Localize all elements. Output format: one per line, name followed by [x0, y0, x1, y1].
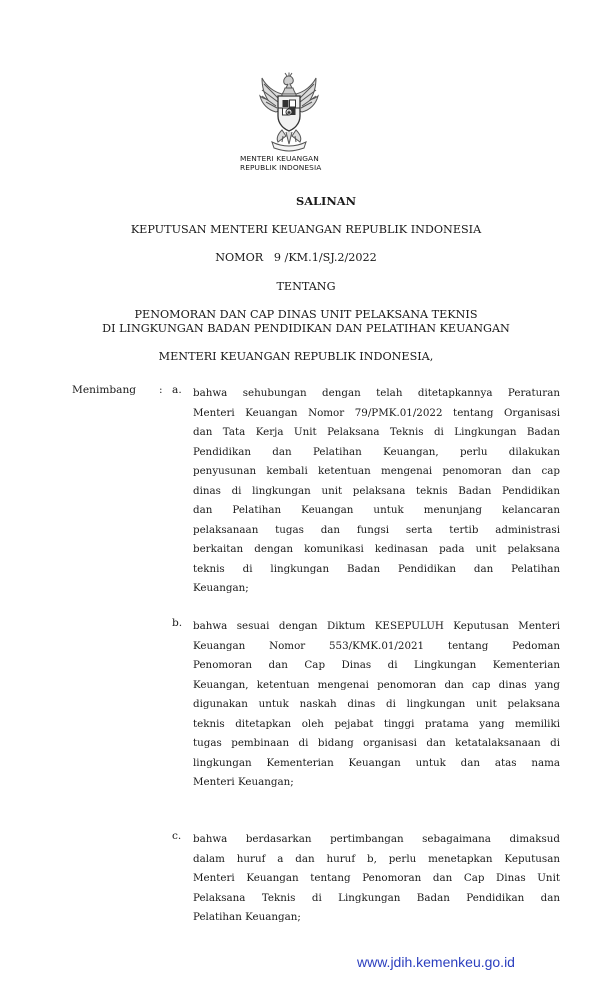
menimbang-colon: :	[159, 384, 163, 396]
item-letter: c.	[172, 830, 182, 842]
text-line: penyusunan kembali ketentuan mengenai penomoran dan cap	[193, 465, 560, 477]
tentang-label: TENTANG	[276, 280, 336, 293]
text-line: Pendidikan dan Pelatihan Keuangan, perlu dilakukan	[193, 445, 560, 458]
document-number: NOMOR 9 /KM.1/SJ.2/2022	[215, 251, 377, 264]
seal-caption-line2: REPUBLIK INDONESIA	[240, 163, 322, 172]
text-line: Menteri Keuangan tentang Penomoran dan Cap Dinas Unit	[193, 872, 560, 884]
text-line: berkaitan dengan komunikasi kedinasan pada unit pelaksana	[193, 543, 560, 555]
item-letter: a.	[172, 384, 182, 396]
text-line: dan Tata Kerja Unit Pelaksana Teknis di Lingkungan Badan	[193, 426, 560, 438]
subject-line-2: DI LINGKUNGAN BADAN PENDIDIKAN DAN PELATIHAN KEUANGAN	[102, 322, 510, 335]
text-line: Menteri Keuangan Nomor 79/PMK.01/2022 tentang Organisasi	[193, 406, 560, 419]
text-line: bahwa sesuai dengan Diktum KESEPULUH Keputusan Menteri	[193, 620, 560, 632]
text-line: Penomoran dan Cap Dinas di Lingkungan Kementerian	[193, 659, 560, 671]
text-line: dinas di lingkungan unit pelaksana teknis Badan Pendidikan	[193, 484, 560, 497]
text-line: teknis di lingkungan Badan Pendidikan dan Pelatihan	[193, 562, 560, 575]
text-line: Pelaksana Teknis di Lingkungan Badan Pendidikan dan	[193, 891, 560, 904]
text-line: bahwa berdasarkan pertimbangan sebagaimana dimaksud	[193, 833, 560, 845]
text-line: digunakan untuk naskah dinas di lingkungan unit pelaksana	[193, 698, 560, 710]
footer-url-link[interactable]: www.jdih.kemenkeu.go.id	[357, 954, 515, 970]
text-line: lingkungan Kementerian Keuangan untuk dan atas nama	[193, 756, 560, 769]
text-line: tugas pembinaan di bidang organisasi dan ketatalaksanaan di	[193, 737, 560, 749]
item-text	[193, 617, 560, 793]
text-line: Pelatihan Keuangan;	[193, 911, 301, 923]
seal-caption-line1: MENTERI KEUANGAN	[240, 154, 319, 163]
item-text	[193, 384, 560, 599]
text-line: Keuangan Nomor 553/KMK.01/2021 tentang Pedoman	[193, 639, 560, 652]
text-line: teknis ditetapkan oleh pejabat tinggi pratama yang memiliki	[193, 717, 560, 730]
item-text	[193, 830, 560, 928]
text-line: Keuangan, ketentuan mengenai penomoran dan cap dinas yang	[193, 678, 560, 691]
menimbang-label: Menimbang	[72, 384, 137, 396]
text-line: bahwa sehubungan dengan telah ditetapkannya Peraturan	[193, 387, 560, 399]
item-letter: b.	[172, 617, 183, 629]
garuda-emblem-icon	[256, 72, 322, 152]
text-line: dalam huruf a dan huruf b, perlu menetapkan Keputusan	[193, 852, 560, 865]
text-line: dan Pelatihan Keuangan untuk menunjang kelancaran	[193, 504, 560, 516]
salinan-label: SALINAN	[295, 194, 357, 208]
minister-heading: MENTERI KEUANGAN REPUBLIK INDONESIA,	[158, 350, 434, 363]
text-line: pelaksanaan tugas dan fungsi serta tertib administrasi	[193, 523, 560, 536]
text-line: Keuangan;	[193, 582, 249, 594]
seal-caption	[240, 154, 370, 172]
subject-line-1: PENOMORAN DAN CAP DINAS UNIT PELAKSANA TEKNIS	[134, 308, 478, 321]
text-line: Menteri Keuangan;	[193, 776, 294, 788]
document-title: KEPUTUSAN MENTERI KEUANGAN REPUBLIK INDONESIA	[130, 223, 482, 236]
